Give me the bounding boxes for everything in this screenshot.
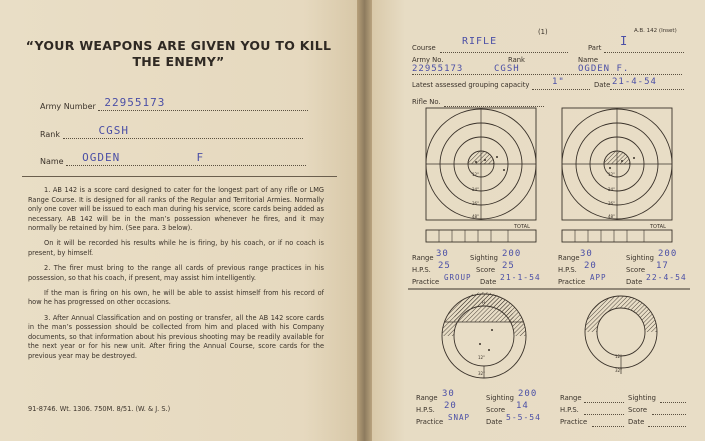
t2-practice-value: APP — [590, 273, 607, 282]
target-3 — [442, 292, 526, 378]
t1-sighting-value: 200 — [502, 249, 522, 259]
t3-ring-12: 12" — [478, 355, 485, 360]
t2-hps-value: 20 — [584, 261, 597, 271]
t3-practice-label: Practice — [416, 418, 444, 426]
army-no-value: 22955173 — [412, 64, 464, 74]
t1-score-value: 25 — [502, 261, 515, 271]
t1-practice-value: GROUP — [444, 273, 472, 282]
book-gutter — [357, 0, 372, 441]
rank-label: Rank — [40, 130, 60, 139]
t1-ring-36: 36" — [472, 201, 479, 206]
t2-ring-36: 36" — [608, 201, 615, 206]
t2-date-label: Date — [626, 278, 643, 286]
t3-date-value: 5-5-54 — [506, 413, 541, 422]
t3-hps-value: 20 — [444, 401, 457, 411]
t2-date-value: 22-4-54 — [646, 273, 687, 282]
t2-total-label: TOTAL — [650, 224, 666, 230]
t4-range-line — [584, 394, 624, 403]
t3-hps-label: H.P.S. — [416, 406, 435, 414]
part-value: I — [620, 34, 629, 48]
t4-ring-32: 32" — [615, 368, 622, 373]
target-1 — [426, 108, 536, 242]
date-value-r: 21-4-54 — [612, 77, 657, 87]
t4-sighting-line — [660, 394, 686, 403]
print-reference: 91-8746. Wt. 1306. 750M. 8/51. (W. & J. S.) — [28, 405, 171, 413]
rank-row — [40, 124, 303, 139]
t1-date-label: Date — [480, 278, 497, 286]
t1-score-label: Score — [476, 266, 496, 274]
t2-sighting-value: 200 — [658, 249, 678, 259]
name-label: Name — [40, 157, 64, 166]
t2-ring-12: 12" — [608, 172, 615, 177]
part-label: Part — [588, 44, 602, 52]
slogan-line-2: THE ENEMY” — [132, 54, 225, 69]
t3-score-value: 14 — [516, 401, 529, 411]
army-no-label: Army No. — [412, 56, 444, 64]
army-number-label: Army Number — [40, 102, 96, 111]
t3-range-label: Range — [416, 394, 438, 402]
t2-ring-24: 24" — [608, 187, 615, 192]
paragraph-3: 3. After Annual Classification and on posting or transfer, all the AB 142 score cards in the man’s possession should be collected from him and placed with his Company documents, so that information about his previous shooting may be readily available for the next year or for his new unit. After firing the Annual Course, score cards for the previous year may be destroyed. — [28, 313, 324, 360]
name-value: OGDEN F — [82, 151, 205, 164]
right-page — [372, 0, 705, 441]
page-number: (1) — [538, 28, 548, 36]
targets-drawing — [372, 0, 705, 441]
rifle-no-label: Rifle No. — [412, 98, 441, 106]
paragraph-1: 1. AB 142 is a score card designed to cater for the longest part of any rifle or LMG Range Course. It is designed for all ranks of the Regular and Territorial Armies. Normally only one cover will be issued to each man during his service, score cards being added as necessary. AB 142 will be in the man’s possession whenever he fires, and it may normally be retained by him. (See para. 3 below). — [28, 186, 324, 233]
t1-total-label: TOTAL — [514, 224, 530, 230]
t1-date-value: 21-1-54 — [500, 273, 541, 282]
t1-range-label: Range — [412, 254, 434, 262]
name-row — [40, 151, 306, 166]
slogan — [20, 38, 337, 70]
course-value: RIFLE — [462, 36, 498, 47]
course-label: Course — [412, 44, 436, 52]
army-number-row — [40, 96, 308, 111]
t1-ring-24: 24" — [472, 187, 479, 192]
t2-practice-label: Practice — [558, 278, 586, 286]
name-value-r: OGDEN F. — [578, 64, 630, 74]
t2-ring-48: 48" — [608, 214, 615, 219]
date-label-r: Date — [594, 81, 611, 89]
t4-hps-line — [584, 406, 624, 415]
t3-sighting-label: Sighting — [486, 394, 515, 402]
name-label-r: Name — [578, 56, 599, 64]
grouping-value: 1" — [552, 77, 565, 87]
t4-date-line — [648, 418, 686, 427]
t4-score-line — [652, 406, 686, 415]
t4-ring-12: 12" — [615, 354, 622, 359]
paragraph-2: 2. The firer must bring to the range all cards of previous range practices in his possession, so that his coach, if present, may assist him intelligently. — [28, 264, 324, 282]
form-reference: A.B. 142 (Inset) — [634, 28, 677, 34]
t4-score-label: Score — [628, 406, 648, 414]
t1-sighting-label: Sighting — [470, 254, 499, 262]
t2-score-label: Score — [626, 266, 646, 274]
rank-label-r: Rank — [508, 56, 525, 64]
t4-sighting-label: Sighting — [628, 394, 657, 402]
divider — [22, 176, 337, 177]
t3-sighting-value: 200 — [518, 389, 538, 399]
t1-ring-12: 12" — [472, 172, 479, 177]
t4-date-label: Date — [628, 418, 645, 426]
t2-hps-label: H.P.S. — [558, 266, 577, 274]
grouping-label: Latest assessed grouping capacity — [412, 81, 530, 89]
rank-value-r: CGSH — [494, 64, 520, 74]
t1-practice-label: Practice — [412, 278, 440, 286]
paragraph-1b: On it will be recorded his results while he is firing, by his coach, or if no coach is present, by himself. — [28, 239, 324, 258]
t4-practice-label: Practice — [560, 418, 588, 426]
t1-ring-48: 48" — [472, 214, 479, 219]
army-number-value: 22955173 — [104, 96, 166, 109]
t1-range-value: 30 — [436, 249, 449, 259]
t3-score-label: Score — [486, 406, 506, 414]
t3-practice-value: SNAP — [448, 413, 471, 422]
rank-value: CGSH — [98, 124, 130, 137]
slogan-line-1: “YOUR WEAPONS ARE GIVEN YOU TO KILL — [25, 38, 332, 53]
instructions — [28, 186, 324, 367]
t4-range-label: Range — [560, 394, 582, 402]
t3-date-label: Date — [486, 418, 503, 426]
t2-range-label: Range — [558, 254, 580, 262]
t3-ring-32: 32" — [478, 371, 485, 376]
target-4 — [585, 296, 657, 374]
t1-hps-value: 25 — [438, 261, 451, 271]
t3-fig-label: H — [482, 300, 486, 305]
paragraph-2b: If the man is firing on his own, he will be able to assist himself from his record of how he has progressed on other occasions. — [28, 288, 324, 307]
t2-score-value: 17 — [656, 261, 669, 271]
t2-range-value: 30 — [580, 249, 593, 259]
target-2 — [562, 108, 672, 242]
t3-range-value: 30 — [442, 389, 455, 399]
t2-sighting-label: Sighting — [626, 254, 655, 262]
t4-hps-label: H.P.S. — [560, 406, 579, 414]
t1-hps-label: H.P.S. — [412, 266, 431, 274]
t4-practice-line — [592, 418, 624, 427]
